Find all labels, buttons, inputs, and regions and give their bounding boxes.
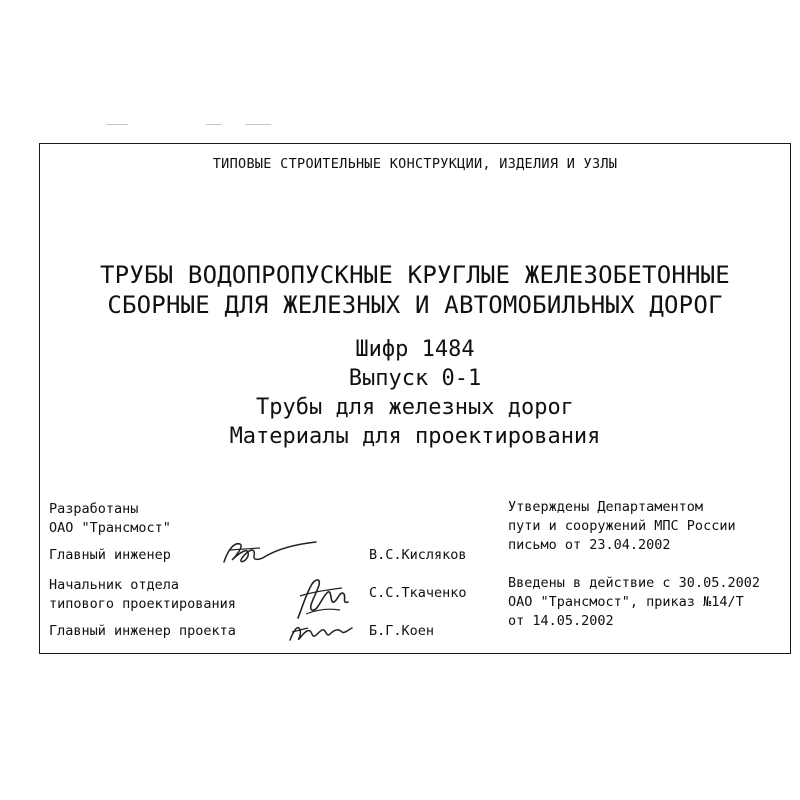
enactment-line-3: от 14.05.2002 — [508, 613, 614, 629]
enactment-line-1: Введены в действие с 30.05.2002 — [508, 575, 760, 591]
scan-mark — [245, 124, 271, 125]
material-label: Материалы для проектирования — [229, 424, 601, 449]
main-title-line-1: ТРУБЫ ВОДОПРОПУСКНЫЕ КРУГЛЫЕ ЖЕЛЕЗОБЕТОННЫЕ — [100, 261, 730, 289]
enactment-line-2: ОАО "Трансмост", приказ №14/Т — [508, 594, 744, 610]
approval-line-2: пути и сооружений МПС России — [508, 518, 736, 534]
scan-mark — [106, 124, 128, 125]
signature-tkachenko — [292, 574, 356, 624]
signature-kislyakov — [220, 536, 320, 570]
chief-engineer-role: Главный инженер — [49, 547, 171, 563]
project-engineer-role: Главный инженер проекта — [49, 623, 236, 639]
series-title: ТИПОВЫЕ СТРОИТЕЛЬНЫЕ КОНСТРУКЦИИ, ИЗДЕЛИЯ И УЗЛЫ — [212, 156, 618, 172]
developer-org: ОАО "Трансмост" — [49, 520, 171, 536]
signature-koen — [286, 618, 356, 646]
chief-engineer-name: В.С.Кисляков — [369, 547, 467, 563]
dept-head-name: С.С.Ткаченко — [369, 585, 467, 601]
code-label: Шифр 1484 — [355, 337, 475, 362]
title-page-frame — [39, 143, 791, 654]
dept-head-role-1: Начальник отдела — [49, 577, 180, 593]
issue-label: Выпуск 0-1 — [348, 366, 482, 391]
approval-line-1: Утверждены Департаментом — [508, 499, 704, 515]
dept-head-role-2: типового проектирования — [49, 596, 236, 612]
scan-mark — [206, 124, 222, 125]
subject-label: Трубы для железных дорог — [256, 395, 574, 420]
approval-line-3: письмо от 23.04.2002 — [508, 537, 671, 553]
developer-label: Разработаны — [49, 501, 139, 517]
project-engineer-name: Б.Г.Коен — [369, 623, 435, 639]
main-title-line-2: СБОРНЫЕ ДЛЯ ЖЕЛЕЗНЫХ И АВТОМОБИЛЬНЫХ ДОРОГ — [107, 291, 723, 319]
